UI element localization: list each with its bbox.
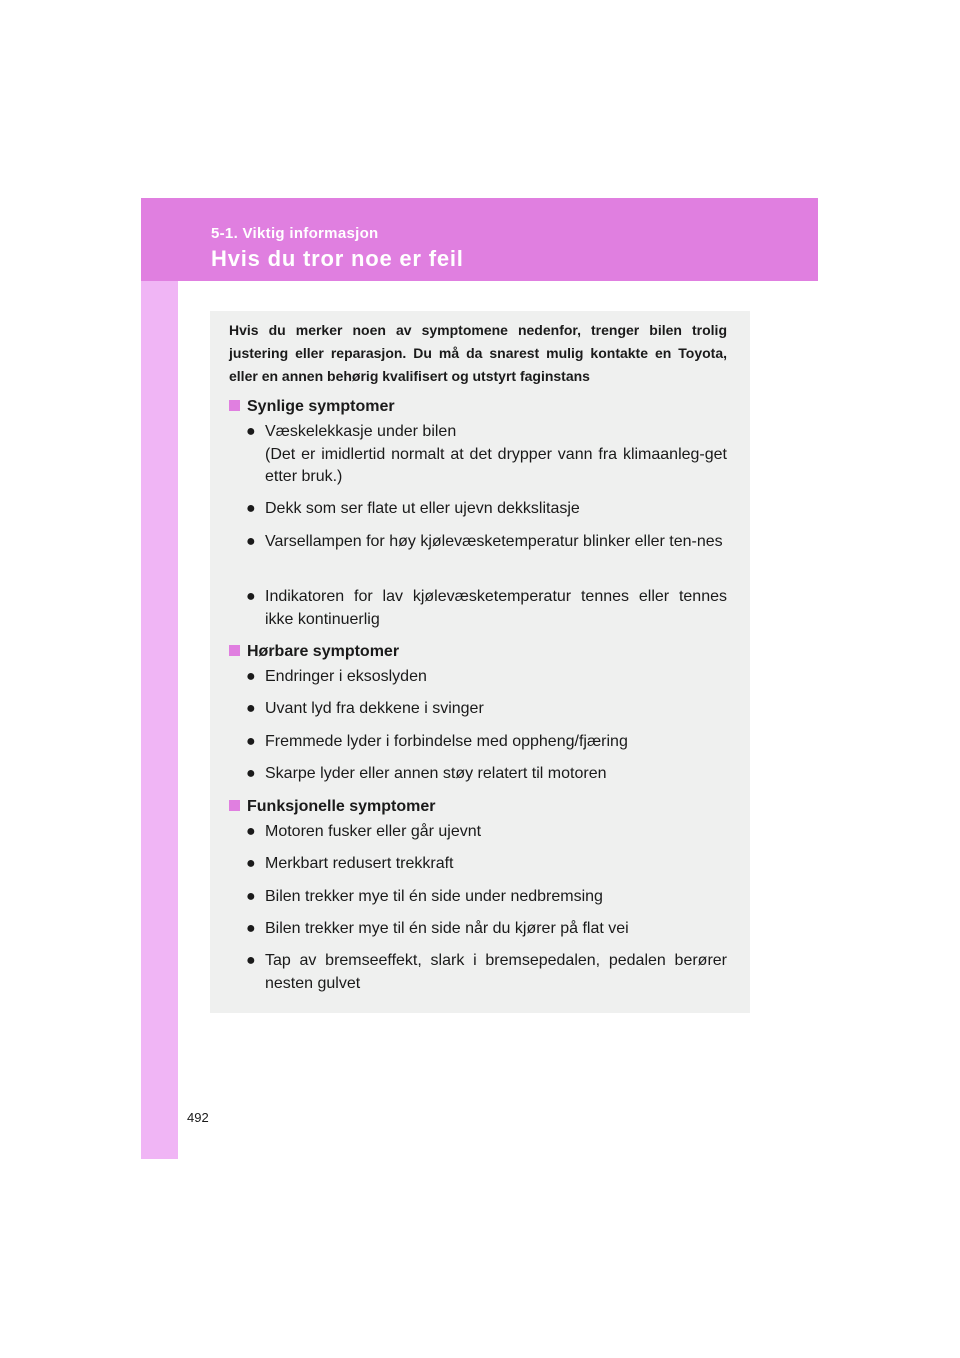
list-item-text: Dekk som ser flate ut eller ujevn dekkslitasje	[265, 500, 580, 517]
list-item-text: Varsellampen for høy kjølevæsketemperatur blinker eller ten-nes	[265, 533, 723, 550]
bullet-icon: ●	[246, 533, 256, 550]
side-band	[141, 281, 178, 1159]
bullet-icon: ●	[246, 888, 256, 905]
list-item-text: Motoren fusker eller går ujevnt	[265, 823, 482, 840]
list-item-text: Merkbart redusert trekkraft	[265, 855, 454, 872]
list-item	[246, 586, 727, 631]
list-item-text: Fremmede lyder i forbindelse med oppheng/fjæring	[265, 733, 628, 750]
bullet-icon: ●	[246, 500, 256, 517]
intro-text: Hvis du merker noen av symptomene nedenfor, trenger bilen trolig justering eller reparasjon. Du må da snarest mulig kontakte en Toyota, eller en annen behørig kvalifisert og utstyrt faginstans	[229, 322, 727, 384]
page-title: Hvis du tror noe er feil	[211, 246, 464, 271]
page-number: 492	[187, 1110, 209, 1125]
bullet-icon: ●	[246, 952, 256, 969]
list-item-text: Uvant lyd fra dekkene i svinger	[265, 700, 484, 717]
group-heading-audible	[229, 641, 399, 663]
bullet-icon: ●	[246, 668, 256, 685]
list-item	[246, 918, 727, 941]
bullet-icon: ●	[246, 700, 256, 717]
list-item	[246, 821, 727, 844]
bullet-icon: ●	[246, 733, 256, 750]
bullet-icon: ●	[246, 855, 256, 872]
list-item-text: Skarpe lyder eller annen støy relatert til motoren	[265, 765, 607, 782]
group-heading-label: Funksjonelle symptomer	[247, 798, 436, 815]
square-bullet-icon	[229, 400, 240, 411]
group-heading-functional	[229, 796, 436, 818]
group-heading-label: Synlige symptomer	[247, 398, 395, 415]
list-item	[246, 698, 727, 721]
list-item-text: Indikatoren for lav kjølevæsketemperatur tennes eller tennes ikke kontinuerlig	[265, 588, 727, 628]
list-item	[246, 950, 727, 995]
list-item-text: Bilen trekker mye til én side under nedbremsing	[265, 888, 603, 905]
list-item	[246, 421, 727, 489]
group-heading-visible	[229, 396, 395, 418]
square-bullet-icon	[229, 800, 240, 811]
list-item	[246, 763, 727, 786]
bullet-icon: ●	[246, 423, 256, 440]
bullet-icon: ●	[246, 765, 256, 782]
square-bullet-icon	[229, 645, 240, 656]
bullet-icon: ●	[246, 920, 256, 937]
list-item	[246, 531, 727, 554]
bullet-icon: ●	[246, 588, 256, 605]
list-item-text: Væskelekkasje under bilen (Det er imidlertid normalt at det drypper vann fra klimaanleg-get etter bruk.)	[265, 423, 727, 485]
bullet-icon: ●	[246, 823, 256, 840]
list-item-text: Bilen trekker mye til én side når du kjører på flat vei	[265, 920, 629, 937]
list-item	[246, 731, 727, 754]
list-item	[246, 886, 727, 909]
list-item	[246, 853, 727, 876]
list-item-text: Tap av bremseeffekt, slark i bremsepedalen, pedalen berører nesten gulvet	[265, 952, 727, 992]
list-item	[246, 498, 727, 521]
list-item	[246, 666, 727, 689]
list-item-text: Endringer i eksoslyden	[265, 668, 427, 685]
group-heading-label: Hørbare symptomer	[247, 643, 400, 660]
section-label: 5-1. Viktig informasjon	[211, 225, 379, 242]
